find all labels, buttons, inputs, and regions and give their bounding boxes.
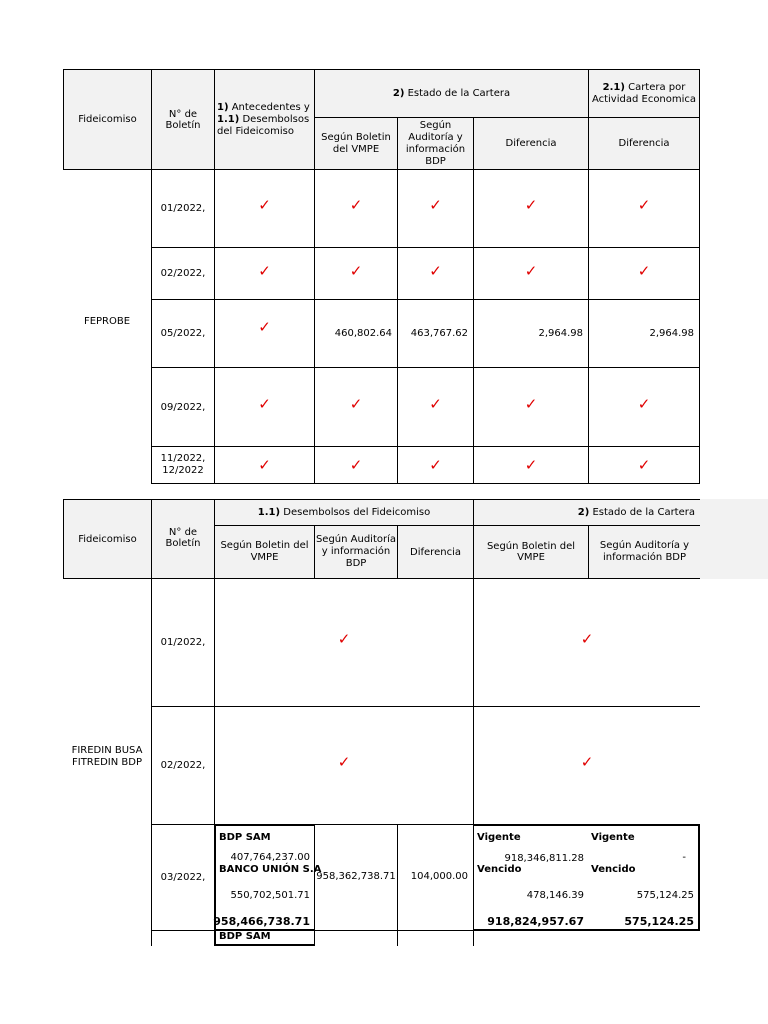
- check-cell: [473, 367, 589, 447]
- header-segun-boletin: [214, 525, 315, 579]
- header-cartera-text: Cartera por Actividad Economica: [591, 81, 697, 105]
- check-cell: [397, 367, 474, 447]
- banco-union-label: BANCO UNIÓN S.A: [219, 864, 322, 875]
- header-estado-text: Estado de la Cartera: [589, 507, 695, 518]
- check-cell: [588, 367, 700, 447]
- segun-boletin-breakdown: [213, 824, 322, 931]
- header-segun-auditoria-label: Según Auditoría y información BDP: [315, 534, 397, 569]
- segun-boletin-amount: 460,802.64: [334, 328, 392, 339]
- header-segun-auditoria-2: [588, 525, 700, 579]
- header-desembolsos-text: Desembolsos del Fideicomiso: [217, 113, 310, 137]
- diferencia-value: [473, 299, 589, 368]
- check-cell: [397, 169, 474, 248]
- check-cell: [314, 247, 398, 300]
- vencido-label: Vencido: [477, 864, 522, 875]
- check-icon: ✓: [258, 318, 271, 336]
- vencido-amount: 575,124.25: [636, 890, 694, 901]
- check-cell: [588, 247, 700, 300]
- check-icon: ✓: [258, 262, 271, 280]
- check-cell: [588, 446, 700, 484]
- table-row-boletin: [151, 578, 215, 707]
- fideicomiso-cell: [63, 578, 152, 946]
- header-estado-text: Estado de la Cartera: [404, 88, 511, 99]
- check-cell: [314, 446, 398, 484]
- table-row-boletin: [151, 706, 215, 825]
- header-fideicomiso-label: Fideicomiso: [78, 114, 137, 125]
- boletin-number: 03/2022,: [160, 872, 206, 883]
- check-icon: ✓: [429, 394, 442, 413]
- table-row-boletin: [151, 930, 215, 946]
- vigente-amount: -: [682, 852, 686, 863]
- check-icon: ✓: [637, 455, 651, 474]
- table-row-boletin: [151, 299, 215, 368]
- check-icon: ✓: [258, 394, 271, 413]
- check-icon: ✓: [524, 262, 538, 280]
- header-estado-num: 2): [392, 88, 405, 99]
- check-icon: ✓: [349, 196, 363, 214]
- header-diferencia: [397, 525, 474, 579]
- check-icon: ✓: [349, 262, 363, 280]
- check-cell: [214, 446, 315, 484]
- check-cell: [473, 446, 589, 484]
- header-diferencia-label: Diferencia: [410, 546, 461, 558]
- diferencia-value: [397, 824, 474, 931]
- header-segun-auditoria: [397, 117, 474, 170]
- check-cell: [214, 367, 315, 447]
- boletin-number: 02/2022,: [160, 268, 206, 279]
- header-desembolsos-num: 1.1): [257, 507, 281, 518]
- vencido-label: Vencido: [591, 864, 636, 875]
- check-icon: ✓: [337, 630, 351, 648]
- header-desembolsos-text: Desembolsos del Fideicomiso: [280, 507, 431, 518]
- check-icon: ✓: [580, 753, 594, 771]
- header-boletin-label: N° de Boletín: [165, 527, 201, 549]
- check-icon: ✓: [258, 196, 271, 214]
- header-boletin: [151, 499, 215, 579]
- header-estado-cartera: [314, 69, 589, 118]
- diferencia-cartera-amount: 2,964.98: [649, 328, 694, 339]
- check-cell: [397, 247, 474, 300]
- check-cell: [588, 169, 700, 248]
- check-icon: ✓: [637, 262, 651, 280]
- vigente-label: Vigente: [591, 832, 635, 843]
- header-extension: [699, 499, 768, 579]
- check-cell: [397, 446, 474, 484]
- vigente-label: Vigente: [477, 832, 521, 843]
- boletin-number: 02/2022,: [160, 760, 206, 771]
- estado-vmpe-breakdown: [473, 824, 589, 931]
- check-icon: ✓: [349, 455, 363, 474]
- header-diferencia-cartera: [588, 117, 700, 170]
- header-segun-boletin-label: Según Boletin del VMPE: [321, 131, 391, 155]
- table-row-boletin: [151, 367, 215, 447]
- table-row-boletin: [151, 247, 215, 300]
- boletin-number: 09/2022,: [160, 401, 206, 413]
- boletin-number: 01/2022,: [160, 203, 206, 214]
- header-estado-cartera: [473, 499, 700, 526]
- header-fideicomiso: [63, 499, 152, 579]
- header-segun-boletin-label: Según Boletin del VMPE: [220, 540, 309, 563]
- header-cartera-actividad: [588, 69, 700, 118]
- check-cell: [314, 169, 398, 248]
- diferencia-cartera-value: [588, 299, 700, 368]
- check-icon: ✓: [258, 455, 271, 474]
- diferencia-amount: 104,000.00: [410, 871, 468, 882]
- check-icon: ✓: [337, 753, 351, 771]
- table-row-boletin: [151, 169, 215, 248]
- bdp-sam-label: BDP SAM: [219, 931, 271, 942]
- check-cell: [473, 169, 589, 248]
- estado-auditoria-breakdown: [588, 824, 700, 931]
- check-cell: [473, 247, 589, 300]
- segun-auditoria-amount: 463,767.62: [410, 328, 468, 339]
- segun-auditoria-value: [314, 930, 398, 946]
- vigente-amount: 918,346,811.28: [504, 853, 584, 864]
- header-segun-auditoria-2-label: Según Auditoría y información BDP: [599, 540, 690, 563]
- segun-auditoria-value: [397, 299, 474, 368]
- check-cell: [214, 299, 315, 368]
- total-auditoria-amount: 575,124.25: [624, 915, 694, 928]
- header-boletin: [151, 69, 215, 170]
- header-segun-boletin: [314, 117, 398, 170]
- header-cartera-num: 2.1): [602, 81, 625, 93]
- bdp-sam-label: BDP SAM: [219, 832, 271, 843]
- total-vmpe-amount: 918,824,957.67: [487, 915, 584, 928]
- header-diferencia-label: Diferencia: [505, 138, 557, 149]
- segun-auditoria-amount: 958,362,738.71: [316, 871, 396, 882]
- header-desembolsos-num: 1.1): [217, 113, 240, 125]
- boletin-number: 05/2022,: [160, 328, 206, 339]
- banco-union-amount: 550,702,501.71: [230, 890, 310, 901]
- check-icon: ✓: [524, 455, 538, 474]
- segun-boletin-value: [314, 299, 398, 368]
- check-cell: [214, 247, 315, 300]
- fideicomiso-cell: [63, 169, 152, 484]
- check-icon: ✓: [637, 196, 651, 214]
- check-icon: ✓: [524, 196, 538, 214]
- check-cell: [214, 578, 474, 707]
- segun-auditoria-value: [314, 824, 398, 931]
- table-row-boletin: [151, 446, 215, 484]
- header-desembolsos: [214, 499, 474, 526]
- bdp-sam-amount: 407,764,237.00: [230, 852, 310, 863]
- check-icon: ✓: [637, 394, 651, 413]
- header-fideicomiso: [63, 69, 152, 170]
- check-cell: [473, 578, 700, 707]
- header-fideicomiso-label: Fideicomiso: [78, 533, 137, 545]
- header-estado-num: 2): [577, 507, 590, 518]
- boletin-number: 11/2022,: [160, 453, 206, 464]
- check-icon: ✓: [429, 262, 442, 280]
- check-cell: [314, 367, 398, 447]
- check-icon: ✓: [429, 196, 442, 214]
- check-cell: [214, 169, 315, 248]
- fideicomiso-name: FIREDIN BUSA: [71, 745, 143, 756]
- total-boletin-amount: 958,466,738.71: [213, 915, 310, 928]
- check-icon: ✓: [524, 394, 538, 413]
- boletin-number: 01/2022,: [160, 637, 206, 648]
- header-antecedentes-text: Antecedentes y: [228, 101, 310, 113]
- header-segun-boletin-2: [473, 525, 589, 579]
- header-diferencia: [473, 117, 589, 170]
- diferencia-amount: 2,964.98: [538, 328, 583, 339]
- bdp-sam-cell: [214, 930, 315, 946]
- header-antecedentes: [214, 69, 315, 170]
- check-cell: [214, 706, 474, 825]
- header-segun-boletin-2-label: Según Boletin del VMPE: [486, 541, 576, 563]
- check-cell: [473, 706, 700, 825]
- diferencia-value: [397, 930, 474, 946]
- header-diferencia-cartera-label: Diferencia: [618, 138, 670, 149]
- header-antecedentes-num: 1): [217, 101, 229, 113]
- table-row-boletin: [151, 824, 215, 931]
- header-segun-auditoria-label: Según Auditoría y información BDP: [405, 119, 466, 167]
- boletin-number: 12/2022: [162, 465, 204, 476]
- header-segun-auditoria: [314, 525, 398, 579]
- check-icon: ✓: [429, 455, 442, 474]
- check-icon: ✓: [580, 630, 594, 648]
- vencido-amount: 478,146.39: [526, 890, 584, 901]
- fideicomiso-name: FEPROBE: [83, 316, 131, 327]
- header-boletin-label: N° de Boletín: [165, 108, 201, 131]
- check-icon: ✓: [349, 394, 363, 413]
- fideicomiso-name: FITREDIN BDP: [72, 757, 142, 768]
